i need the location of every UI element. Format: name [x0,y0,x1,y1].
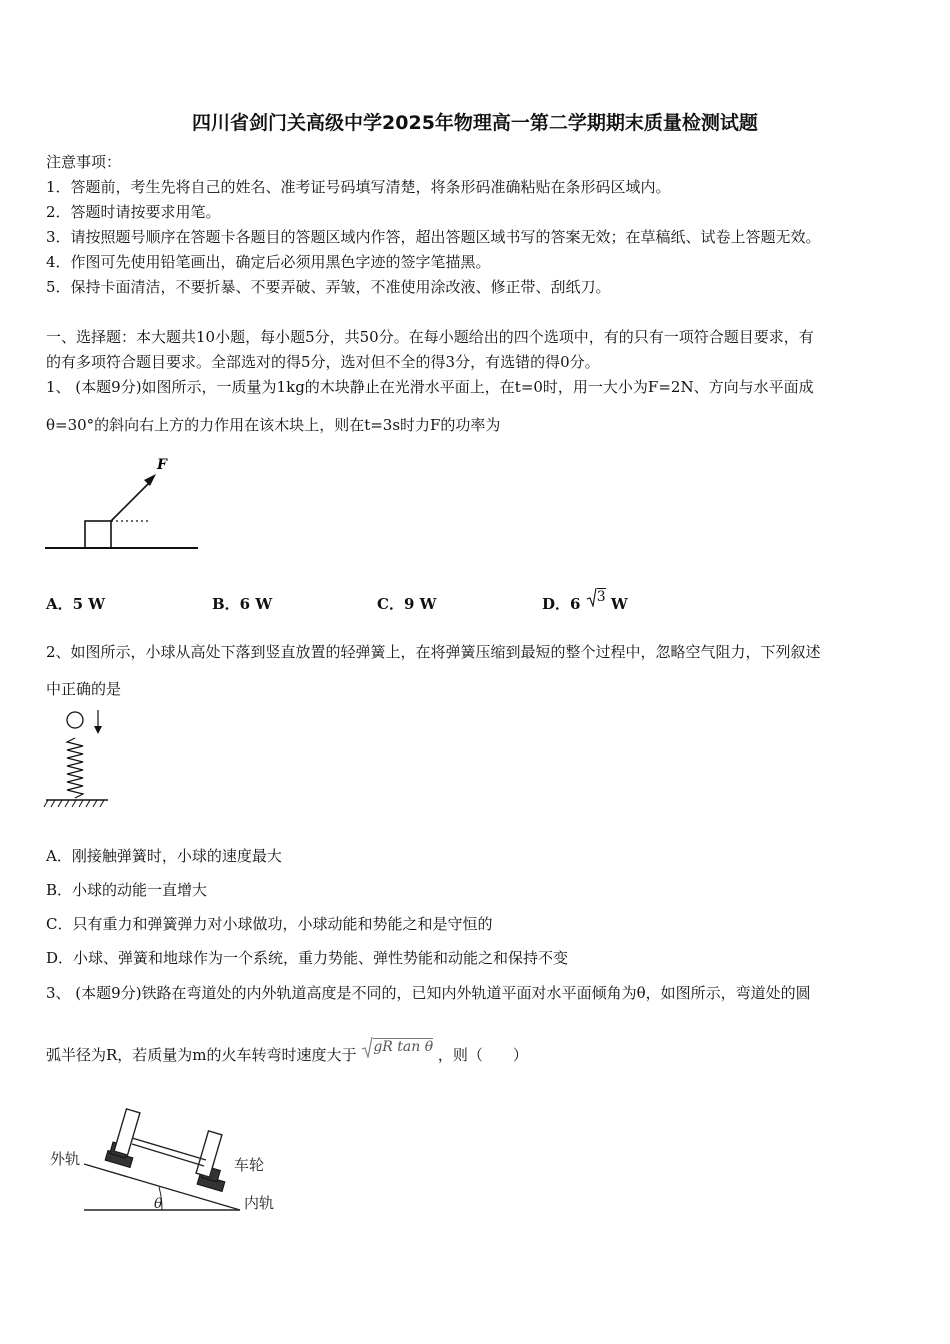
q1-option-d-unit: W [610,595,628,613]
section-intro-line2: 的有多项符合题目要求。全部选对的得5分，选对但不全的得3分，有选错的得0分。 [46,353,600,371]
notice-item: 3．请按照题号顺序在答题卡各题目的答题区域内作答，超出答题区域书写的答案无效；在草稿纸、试卷上答题无效。 [46,228,821,246]
force-label: F [157,457,167,473]
notice-item: 5．保持卡面清洁，不要折暴、不要弄破、弄皱，不准使用涂改液、修正带、刮纸刀。 [46,278,611,296]
q3-rail-diagram [44,1100,289,1220]
page-title: 四川省剑门关高级中学2025年物理高一第二学期期末质量检测试题 [192,112,758,134]
force-arrow [111,480,152,521]
inner-rail-label: 内轨 [244,1194,275,1212]
ball [67,712,83,728]
q2-option-c: C．只有重力和弹簧弹力对小球做功，小球动能和势能之和是守恒的 [46,915,493,933]
notice-item: 4．作图可先使用铅笔画出，确定后必须用黑色字迹的签字笔描黑。 [46,253,491,271]
notice-item: 1．答题前，考生先将自己的姓名、准考证号码填写清楚，将条形码准确粘贴在条形码区域内。 [46,178,671,196]
q2-option-a: A．刚接触弹簧时，小球的速度最大 [46,847,282,865]
wheel-label: 车轮 [234,1156,265,1174]
q1-option-c: C．9 W [377,595,437,613]
sqrt-expression: gR tan θ [373,1039,434,1055]
section-intro-line1: 一、选择题：本大题共10小题，每小题5分，共50分。在每小题给出的四个选项中，有的只有一项符合题目要求，有 [46,328,814,346]
spring [67,738,83,798]
q2-spring-diagram [42,708,114,812]
q1-option-a: A．5 W [46,595,106,613]
sqrt-value: 3 [596,589,606,605]
q1-option-d-label: D．6 [542,595,581,613]
sqrt-radical [586,586,606,607]
notice-heading: 注意事项： [46,153,122,171]
q2-stem-line2: 中正确的是 [46,680,122,698]
q3-stem-part1: 弧半径为R，若质量为m的火车转弯时速度大于 [46,1046,357,1064]
q3-stem-line1: 3、 (本题9分)铁路在弯道处的内外轨道高度是不同的，已知内外轨道平面对水平面倾角为θ，如图所示，弯道处的圆 [46,984,811,1002]
q3-stem-line2 [46,1039,528,1067]
fall-arrowhead [94,726,102,734]
block [85,521,111,548]
q1-option-d [542,589,628,615]
outer-rail-label: 外轨 [50,1150,81,1168]
force-arrowhead [144,474,156,486]
q1-force-diagram [40,452,210,557]
notice-item: 2．答题时请按要求用笔。 [46,203,221,221]
q2-stem-line1: 2、如图所示，小球从高处下落到竖直放置的轻弹簧上，在将弹簧压缩到最短的整个过程中，忽略空气阻力，下列叙述 [46,643,821,661]
angle-label: θ [154,1196,163,1212]
sqrt-radical [361,1036,433,1058]
q3-stem-part2: ，则（ ） [437,1046,528,1064]
q1-stem-line2: θ=30°的斜向右上方的力作用在该木块上，则在t=3s时力F的功率为 [46,416,501,434]
q2-option-d: D．小球、弹簧和地球作为一个系统，重力势能、弹性势能和动能之和保持不变 [46,949,569,967]
q1-stem-line1: 1、 (本题9分)如图所示，一质量为1kg的木块静止在光滑水平面上，在t=0时，用一大小为F=2N、方向与水平面成 [46,378,814,396]
q1-option-b: B．6 W [212,595,273,613]
floor-hatching [44,800,104,807]
q2-option-b: B．小球的动能一直增大 [46,881,208,899]
